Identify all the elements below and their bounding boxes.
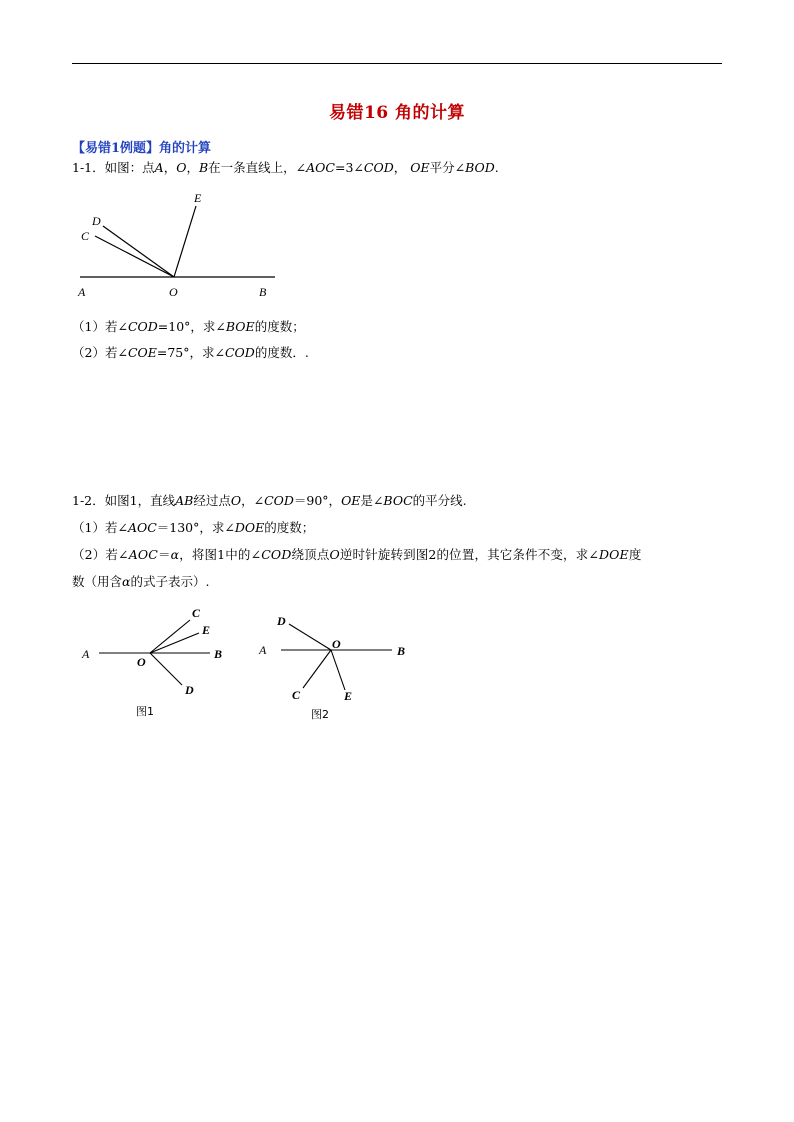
fig2-label-c: C (292, 688, 301, 702)
label-e: E (194, 191, 202, 205)
label-a: A (78, 285, 86, 299)
fig2-caption: 图2 (311, 708, 329, 721)
problem-1-1-question-1: （1）若∠COD=10°，求∠BOE的度数； (72, 319, 305, 334)
fig1-ray-oe (150, 633, 199, 653)
fig1-label-d: D (185, 683, 194, 697)
fig1-ray-od (150, 653, 182, 685)
figure-2 (258, 614, 405, 721)
label-b: B (259, 285, 267, 299)
fig2-label-e: E (344, 689, 353, 703)
figure-1 (81, 606, 222, 718)
section-label: 【易错1例题】角的计算 (72, 141, 212, 156)
fig1-ray-oc (150, 620, 190, 653)
problem-1-2-question-2: （2）若∠AOC＝α，将图1中的∠COD绕顶点O逆时针旋转到图2的位置，其它条件不变，求∠DOE度 (72, 547, 642, 562)
problem-1-2-question-1: （1）若∠AOC＝130°，求∠DOE的度数； (72, 520, 315, 535)
fig2-label-o: O (332, 637, 341, 651)
fig1-label-b: B (214, 647, 223, 661)
fig2-ray-od (289, 624, 331, 650)
fig1-label-a: A (82, 647, 90, 661)
label-c: C (81, 229, 90, 243)
problem-1-1-question-2: （2）若∠COE=75°，求∠COD的度数．. (72, 345, 309, 360)
problem-1-2-question-2-continued: 数（用含α的式子表示）. (72, 574, 210, 589)
fig1-label-o: O (137, 655, 146, 669)
problem-1-1-statement: 1-1．如图：点A，O，B在一条直线上，∠AOC=3∠COD， OE平分∠BOD. (72, 160, 499, 175)
fig2-ray-oe (331, 650, 345, 690)
fig2-ray-oc (303, 650, 331, 688)
fig2-label-d: D (277, 614, 286, 628)
fig1-label-c: C (192, 606, 201, 620)
fig1-caption: 图1 (136, 705, 154, 718)
fig1-label-e: E (202, 623, 211, 637)
label-o: O (169, 285, 178, 299)
fig2-label-b: B (397, 644, 406, 658)
label-d: D (92, 214, 101, 228)
page-title: 易错16 角的计算 (328, 103, 466, 123)
problem-1-2-statement: 1-2．如图1，直线AB经过点O，∠COD＝90°，OE是∠BOC的平分线. (72, 493, 467, 508)
fig2-label-a: A (259, 643, 267, 657)
